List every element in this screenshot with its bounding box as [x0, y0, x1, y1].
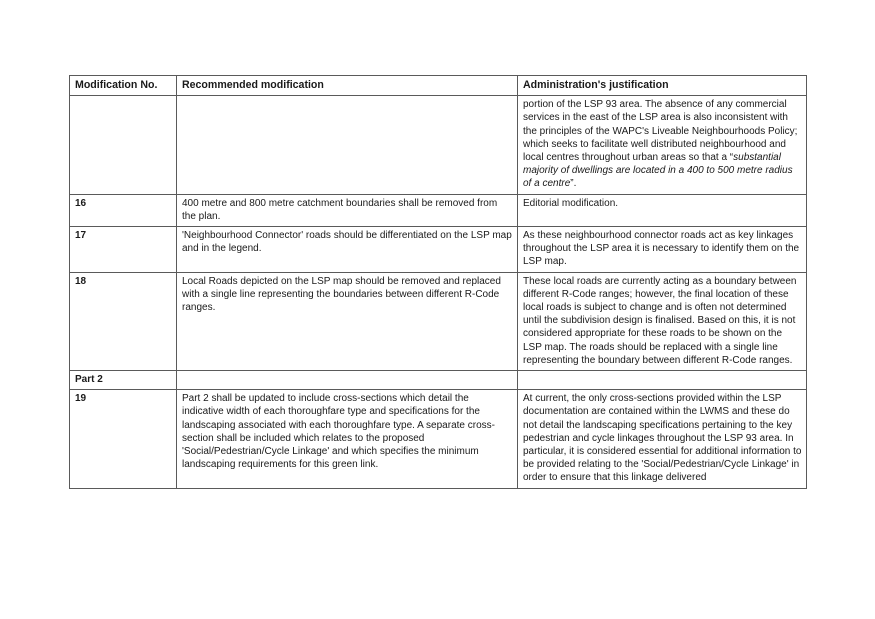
cell-justification: As these neighbourhood connector roads act as key linkages throughout the LSP area it is necessary to identify them on the LSP map.: [518, 227, 807, 273]
part-empty-cell: [518, 371, 807, 390]
justification-quote: substantial majority of dwellings are located in a 400 to 500 metre radius of a centre: [523, 152, 793, 190]
cell-number: 18: [70, 272, 177, 370]
table-row-19: [70, 390, 807, 488]
header-modification-no: Modification No.: [70, 76, 177, 96]
header-justification: Administration's justification: [518, 76, 807, 96]
part-empty-cell: [177, 371, 518, 390]
cell-number: 16: [70, 194, 177, 226]
cell-number: 17: [70, 227, 177, 273]
part-label: Part 2: [70, 371, 177, 390]
table-row-part-2: [70, 371, 807, 390]
cell-modification: 400 metre and 800 metre catchment boundaries shall be removed from the plan.: [177, 194, 518, 226]
cell-modification: 'Neighbourhood Connector' roads should be differentiated on the LSP map and in the legend.: [177, 227, 518, 273]
cell-number: 19: [70, 390, 177, 488]
header-recommended-modification: Recommended modification: [177, 76, 518, 96]
justification-text: portion of the LSP 93 area. The absence of any commercial services in the east of the LSP area is also inconsistent with the principles of the WAPC's Liveable Neighbourhoods Policy; which seeks to facilitate well distributed neighbourhood and local centres throughout urban areas so that a “: [523, 99, 798, 164]
cell-justification: [518, 96, 807, 194]
table-row-17: [70, 227, 807, 273]
cell-justification: Editorial modification.: [518, 194, 807, 226]
cell-justification: These local roads are currently acting as a boundary between different R-Code ranges; however, the final location of these local roads is subject to change and is often not determined until the subdivision design is finalised. Based on this, it is not considered appropriate for these roads to be shown on the LSP map. The roads should be replaced with a single line representing the boundary between different R-Code ranges.: [518, 272, 807, 370]
cell-number: [70, 96, 177, 194]
cell-modification: [177, 96, 518, 194]
modifications-table: [69, 75, 807, 489]
table-row-18: [70, 272, 807, 370]
cell-modification: Part 2 shall be updated to include cross-sections which detail the indicative width of each thoroughfare type and specifications for the landscaping associated with each thoroughfare type. A separate cross-section shall be included which relates to the proposed 'Social/Pedestrian/Cycle Linkage' and which specifies the minimum landscaping requirements for this green link.: [177, 390, 518, 488]
justification-end: ”.: [570, 178, 577, 190]
table-row-16: [70, 194, 807, 226]
table-row-continuation: [70, 96, 807, 194]
cell-modification: Local Roads depicted on the LSP map should be removed and replaced with a single line representing the boundaries between different R-Code ranges.: [177, 272, 518, 370]
table-header-row: [70, 76, 807, 96]
cell-justification: At current, the only cross-sections provided within the LSP documentation are contained within the LWMS and these do not detail the landscaping specifications pertaining to the key pedestrian and cycle linkages throughout the LSP 93 area. In particular, it is considered essential for additional information to be provided relating to the 'Social/Pedestrian/Cycle Linkage' in order to ensure that this linkage delivered: [518, 390, 807, 488]
